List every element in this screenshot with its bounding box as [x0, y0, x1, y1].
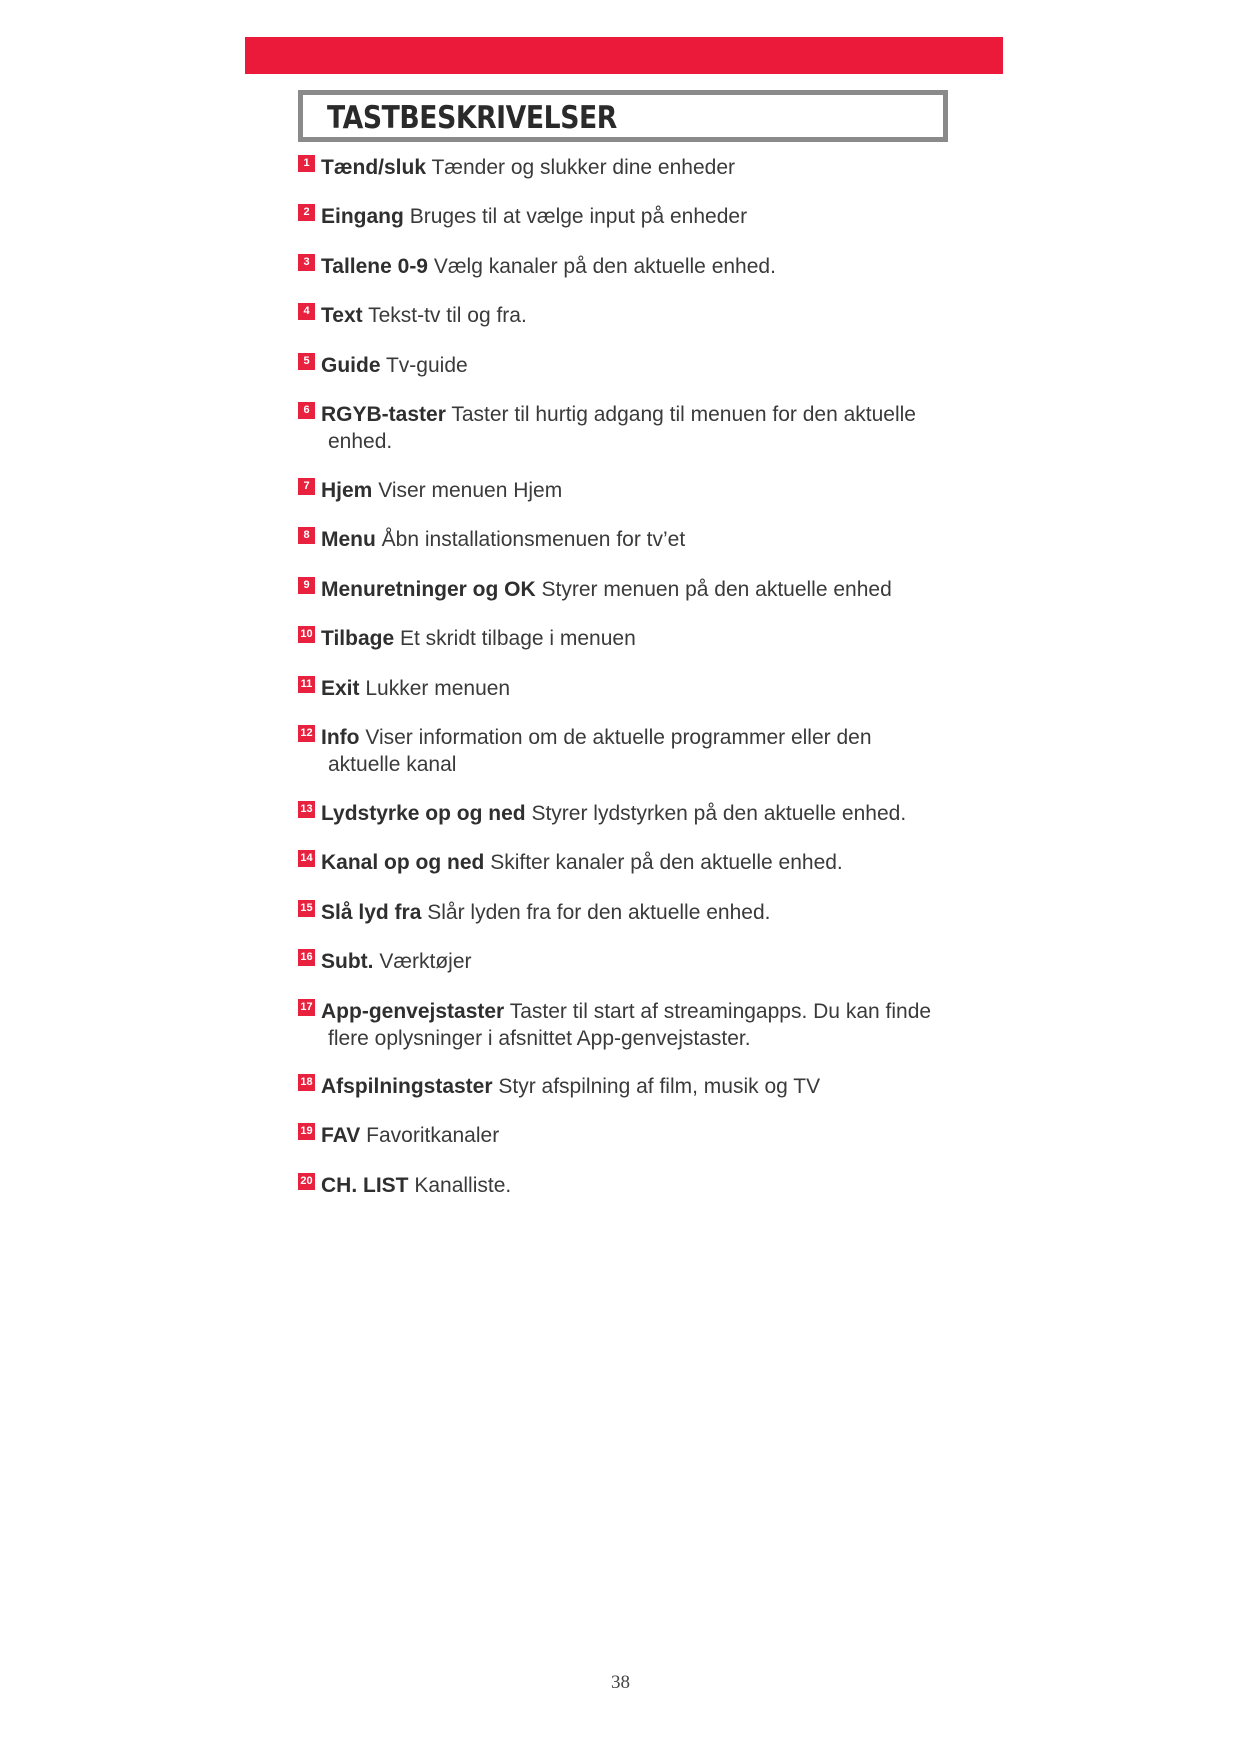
- key-label: RGYB-taster: [321, 403, 446, 426]
- item-number-badge: 14: [298, 850, 315, 867]
- key-description: Åbn installationsmenuen for tv’et: [381, 528, 686, 551]
- key-label: Tilbage: [321, 627, 395, 650]
- item-number-badge: 18: [298, 1074, 315, 1091]
- key-label: Guide: [321, 354, 381, 377]
- key-description-item: [298, 302, 938, 329]
- item-number-badge: 5: [298, 353, 315, 370]
- key-description: Værktøjer: [379, 950, 472, 973]
- item-number-badge: 6: [298, 402, 315, 419]
- item-number-badge: 9: [298, 577, 315, 594]
- key-description: Kanalliste.: [414, 1174, 512, 1197]
- key-description: Et skridt tilbage i menuen: [399, 627, 636, 650]
- key-label: App-genvejstaster: [321, 1000, 505, 1023]
- key-description: Bruges til at vælge input på enheder: [409, 205, 748, 228]
- key-description-item: [298, 576, 938, 603]
- item-number-badge: 20: [298, 1173, 315, 1190]
- key-description-item: [298, 899, 938, 926]
- key-description-item: [298, 203, 938, 230]
- key-label: Subt.: [321, 950, 374, 973]
- key-label: Menu: [321, 528, 376, 551]
- key-label: CH. LIST: [321, 1174, 409, 1197]
- key-description-item: [298, 253, 938, 280]
- key-description: Taster til hurtig adgang til menuen for den aktuelle: [451, 403, 916, 426]
- key-label: Tallene 0-9: [321, 255, 428, 278]
- key-description-item: [298, 477, 938, 504]
- key-description-item: [298, 401, 938, 455]
- key-label: Kanal op og ned: [321, 851, 485, 874]
- key-label: Exit: [321, 677, 360, 700]
- key-description-item: [298, 1172, 938, 1199]
- key-description: Viser menuen Hjem: [378, 479, 563, 502]
- key-description: Styrer lydstyrken på den aktuelle enhed.: [531, 802, 907, 825]
- key-description-item: [298, 948, 938, 975]
- item-number-badge: 4: [298, 303, 315, 320]
- item-number-badge: 12: [298, 725, 315, 742]
- key-description-continuation: enhed.: [328, 430, 393, 453]
- item-number-badge: 3: [298, 254, 315, 271]
- key-description: Viser information om de aktuelle programmer eller den: [365, 726, 872, 749]
- key-description: Favoritkanaler: [366, 1124, 500, 1147]
- item-number-badge: 11: [298, 676, 315, 693]
- key-description: Skifter kanaler på den aktuelle enhed.: [490, 851, 843, 874]
- key-description-item: [298, 675, 938, 702]
- key-description-item: [298, 1122, 938, 1149]
- key-description-item: [298, 849, 938, 876]
- key-description: Lukker menuen: [365, 677, 511, 700]
- key-label: Hjem: [321, 479, 373, 502]
- key-label: Info: [321, 726, 360, 749]
- key-description-continuation: flere oplysninger i afsnittet App-genvejstaster.: [328, 1027, 751, 1050]
- key-label: Afspilningstaster: [321, 1075, 493, 1098]
- section-title-box: [298, 90, 948, 142]
- key-label: FAV: [321, 1124, 361, 1147]
- page-number: 38: [611, 1672, 630, 1693]
- item-number-badge: 7: [298, 478, 315, 495]
- key-description-continuation: aktuelle kanal: [328, 753, 457, 776]
- key-label: Text: [321, 304, 363, 327]
- item-number-badge: 16: [298, 949, 315, 966]
- item-number-badge: 19: [298, 1123, 315, 1140]
- key-label: Eingang: [321, 205, 404, 228]
- key-description-item: [298, 724, 938, 778]
- key-description: Tekst-tv til og fra.: [368, 304, 527, 327]
- key-label: Tænd/sluk: [321, 156, 427, 179]
- key-description: Slår lyden fra for den aktuelle enhed.: [427, 901, 771, 924]
- key-description-item: [298, 625, 938, 652]
- item-number-badge: 13: [298, 801, 315, 818]
- key-description-item: [298, 800, 938, 827]
- key-description-item: [298, 998, 938, 1052]
- key-label: Lydstyrke op og ned: [321, 802, 526, 825]
- key-description-item: [298, 154, 938, 181]
- key-description-item: [298, 1073, 938, 1100]
- header-accent-bar: [245, 37, 1003, 74]
- key-label: Menuretninger og OK: [321, 578, 536, 601]
- key-description: Vælg kanaler på den aktuelle enhed.: [433, 255, 776, 278]
- item-number-badge: 10: [298, 626, 315, 643]
- key-description: Styr afspilning af film, musik og TV: [498, 1075, 821, 1098]
- key-description-item: [298, 352, 938, 379]
- item-number-badge: 8: [298, 527, 315, 544]
- item-number-badge: 2: [298, 204, 315, 221]
- key-description: Styrer menuen på den aktuelle enhed: [541, 578, 892, 601]
- key-description-item: [298, 526, 938, 553]
- item-number-badge: 15: [298, 900, 315, 917]
- key-description: Tænder og slukker dine enheder: [431, 156, 735, 179]
- key-description: Taster til start af streamingapps. Du kan finde: [509, 1000, 932, 1023]
- item-number-badge: 17: [298, 999, 315, 1016]
- key-label: Slå lyd fra: [321, 901, 422, 924]
- item-number-badge: 1: [298, 155, 315, 172]
- key-description: Tv-guide: [385, 354, 468, 377]
- section-title: TASTBESKRIVELSER: [327, 100, 617, 136]
